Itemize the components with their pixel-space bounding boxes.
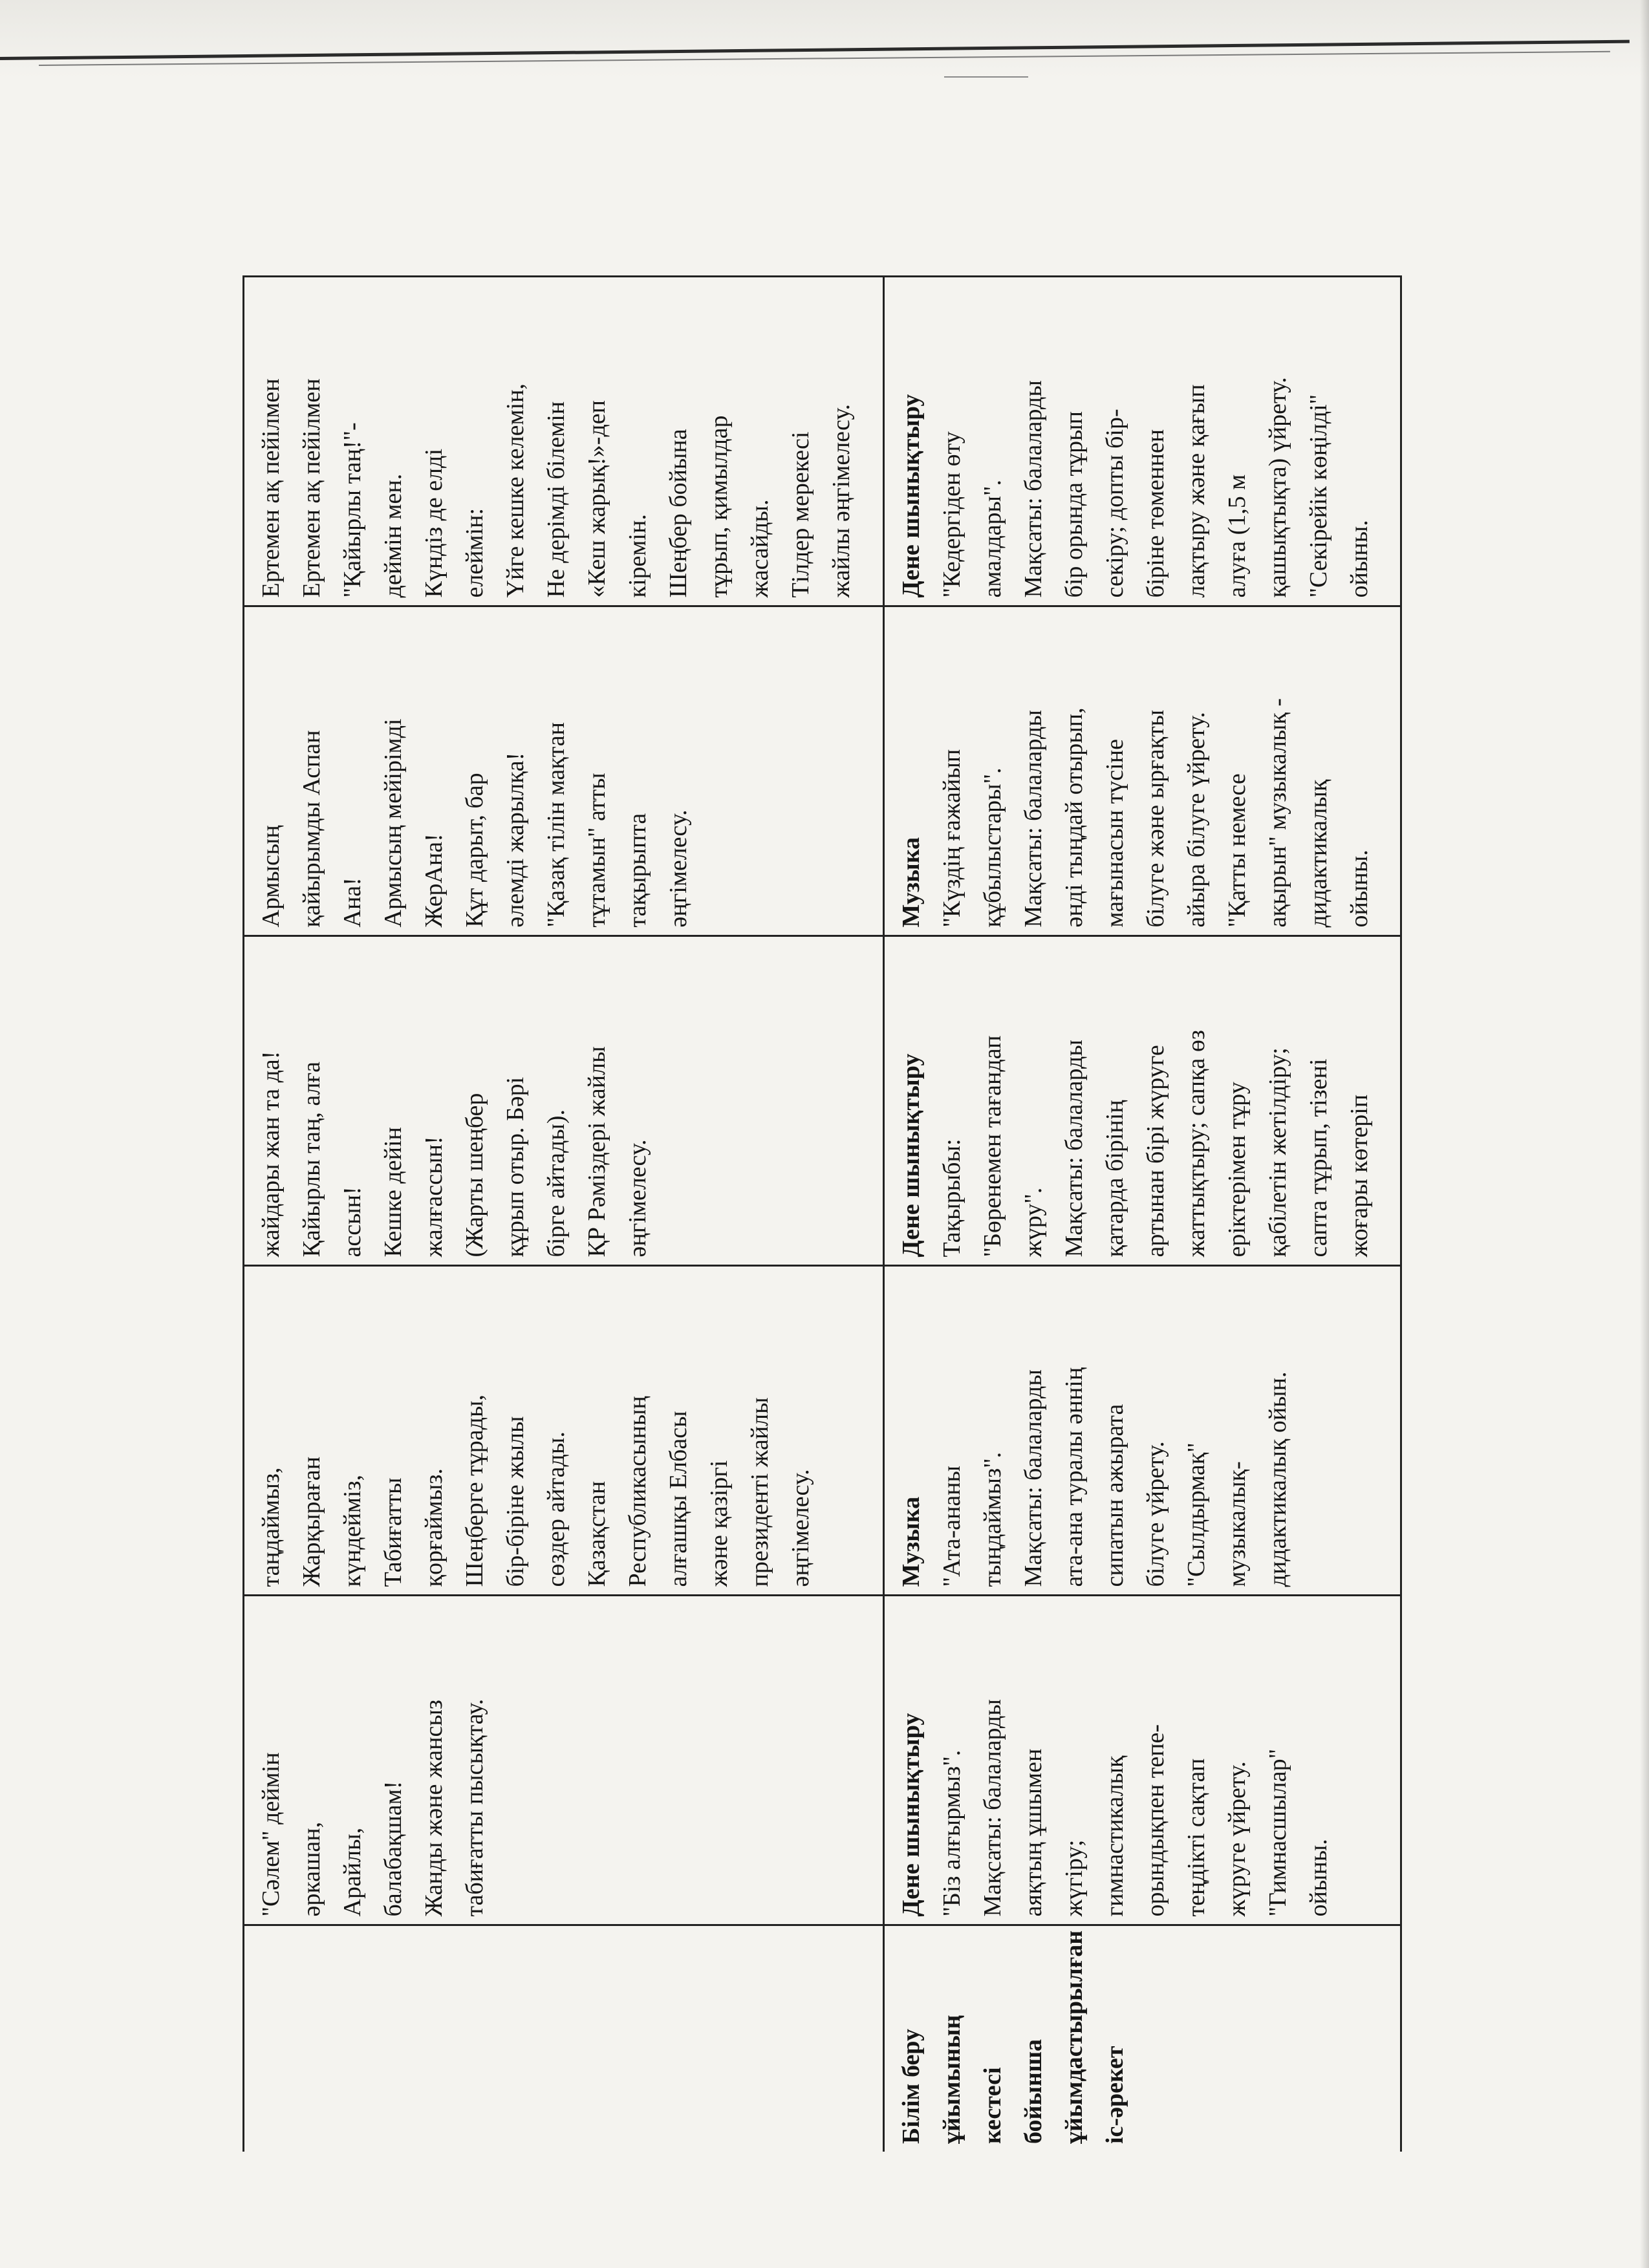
cell-monday-activity <box>884 1596 1401 1925</box>
table-row-greetings <box>244 277 884 2152</box>
scan-dash-mark <box>944 76 1028 78</box>
cell-wednesday-activity <box>884 936 1401 1266</box>
activity-description: Тақырыбы: "Бөренемен тағандап жүру". Мақсаты: балаларды қатарда бірінің артынан бірі жүруге жаттықтыру; сапқа өз еріктерімен тұру қабілетін жетілдіру; сапта тұрып, тізені жоғары көтеріп <box>938 1030 1373 1257</box>
cell-friday-activity <box>884 277 1401 606</box>
activity-description: "Біз алғырмыз". Мақсаты: балаларды аяқтың ұшымен жүгіру; гимнастикалық орындықпен тепе- теңдікті сақтап жүруге үйрету. "Гимнасшылар" ойыны. <box>938 1699 1332 1917</box>
cell-thursday-greeting: Армысың қайырымды Аспан Ана! Армысың мейірімді ЖерАна! Құт дарыт, бар әлемді жарылқа! "Қазақ тілін мақтан тұтамын" атты тақырыпта әңгімелесу. <box>244 606 884 936</box>
activity-description: "Ата-ананы тыңдаймыз". Мақсаты: балаларды ата-ана туралы әннің сипатын ажырата білуге үйрету. "Сылдырмақ" музыкалық- дидактикалық ойын. <box>938 1367 1291 1587</box>
cell-thursday-activity <box>884 606 1401 936</box>
cell-tuesday-activity <box>884 1266 1401 1596</box>
activity-subject: Музыка <box>898 1496 925 1587</box>
scan-shadow <box>0 0 1649 78</box>
activity-subject: Музыка <box>898 837 925 928</box>
schedule-table <box>242 276 1402 2152</box>
rotated-schedule-page <box>242 277 1400 2152</box>
activity-description: "Күздің ғажайып құбылыстары". Мақсаты: балаларды әнді тыңдай отырып, мағынасын түсіне білуге және ырғақты айыра білуге үйрету. "Қатты немесе ақырын" музыкалық - дидактикалық ойыны. <box>938 698 1373 928</box>
activity-subject: Дене шынықтыру <box>898 1053 925 1257</box>
cell-tuesday-greeting: таңдаймыз, Жарқыраған күндеймiз, Табиғатты қорғаймыз. Шеңберге тұрады, бір-біріне жылы сөздер айтады. Қазақстан Республикасының алғашқы Елбасы және қазіргі президенті жайлы әңгімелесу. <box>244 1266 884 1596</box>
activity-subject: Дене шынықтыру <box>898 1713 925 1917</box>
cell-friday-greeting: Ертемен ақ пейілмен Ертемен ақ пейілмен "Қайырлы таң!"- деймін мен. Күндіз де елді елеймін: Үйге кешке келемін, Не дерімді білемін «Кеш жарық!»-деп кіремін. Шеңбер бойына тұрып, қимылдар жасайды. Тілдер мерекесі жайлы әңгімелесу. <box>244 277 884 606</box>
activity-description: "Кедергіден өту амалдары". Мақсаты: балаларды бір орында тұрып секіру; допты бір- біріне төменнен лақтыру және қағып алуға (1,5 м қашықтықта) үйрету. "Секірейік көңілді" ойыны. <box>938 377 1373 598</box>
cell-monday-greeting: "Сәлем" деймін әркашан, Арайлы, балабақшам! Жанды және жансыз табиғатты пысықтау. <box>244 1596 884 1925</box>
activity-subject: Дене шынықтыру <box>898 394 925 598</box>
table-row-activities <box>884 277 1401 2152</box>
row-label-empty <box>244 1925 884 2152</box>
row-label-organized-activity: Білім беру ұйымының кестесі бойынша ұйымдастырылған іс-әрекет <box>884 1925 1401 2152</box>
cell-wednesday-greeting: жайдары жан та да! Қайырлы таң, алға ассын! Кешке дейін жалғассын! (Жарты шеңбер құрып отыр. Бәрі бірге айтады). ҚР Рәміздері жайлы әңгімелесу. <box>244 936 884 1266</box>
scan-right-edge <box>1640 0 1649 2268</box>
